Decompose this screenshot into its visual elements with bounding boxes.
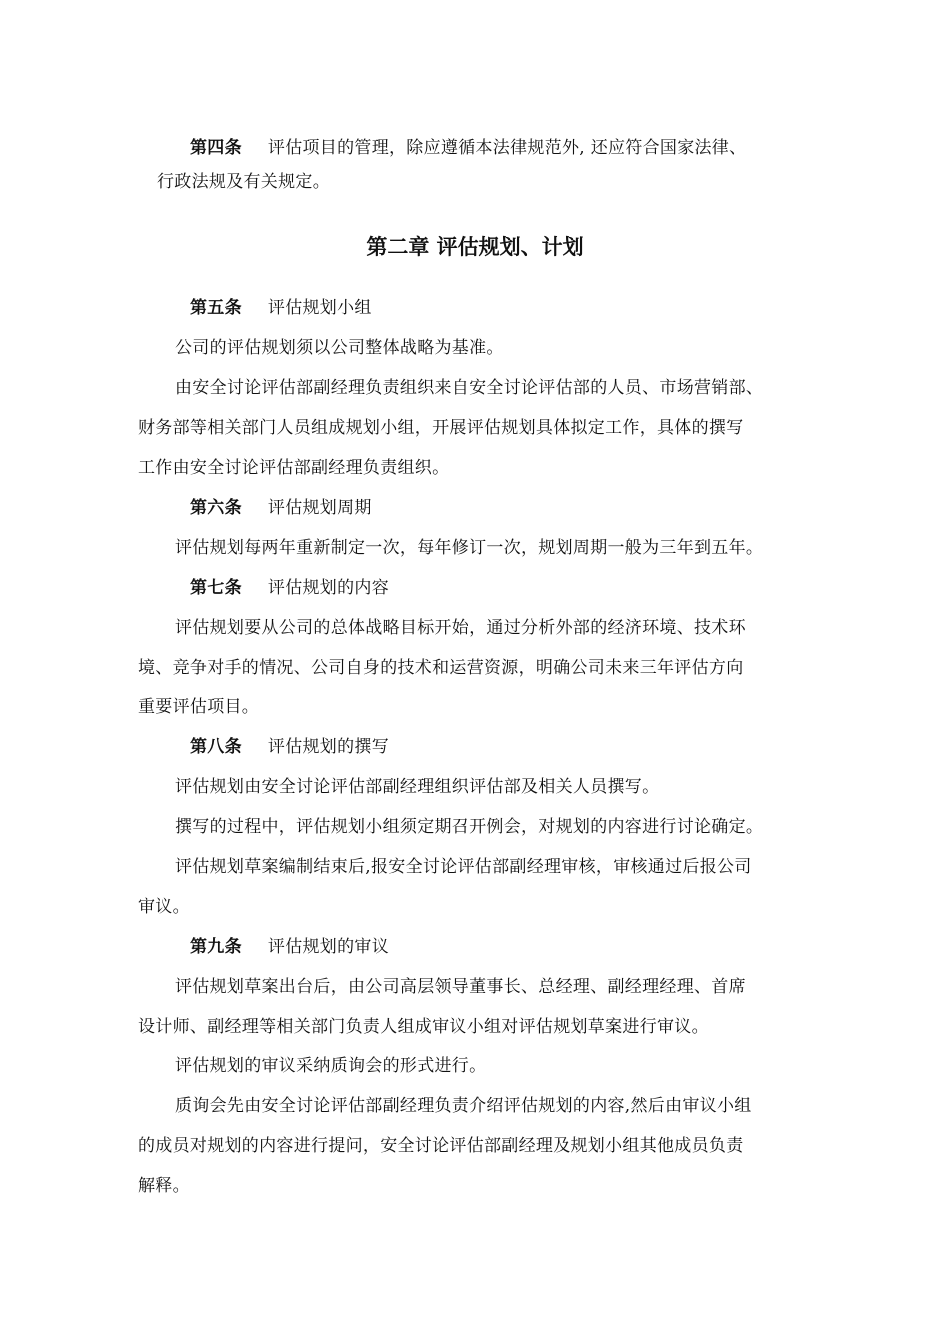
article-7-title: 评估规划的内容 (267, 578, 390, 598)
article-5-para-2-line-1: 由安全讨论评估部副经理负责组织来自安全讨论评估部的人员、市场营销部、 (175, 378, 764, 398)
article-8-para-1: 评估规划由安全讨论评估部副经理组织评估部及相关人员撰写。 (175, 777, 660, 797)
article-7-number: 第七条 (190, 578, 242, 598)
article-9-para-3-line-3: 解释。 (138, 1176, 190, 1196)
article-9-title: 评估规划的审议 (267, 937, 390, 957)
article-9-para-3-line-1: 质询会先由安全讨论评估部副经理负责介绍评估规划的内容,然后由审议小组 (175, 1096, 752, 1116)
article-9-heading (190, 935, 389, 959)
article-8-number: 第八条 (190, 737, 242, 757)
article-9-para-1-line-1: 评估规划草案出台后，由公司高层领导董事长、总经理、副经理经理、首席 (175, 977, 746, 997)
article-8-para-2: 撰写的过程中，评估规划小组须定期召开例会，对规划的内容进行讨论确定。 (175, 817, 764, 837)
article-5-para-1: 公司的评估规划须以公司整体战略为基准。 (175, 338, 504, 358)
article-5-para-2-line-3: 工作由安全讨论评估部副经理负责组织。 (138, 458, 450, 478)
article-4-line-1 (190, 136, 746, 160)
article-5-heading (190, 296, 372, 320)
article-9-para-1-line-2: 设计师、副经理等相关部门负责人组成审议小组对评估规划草案进行审议。 (138, 1017, 709, 1037)
chapter-2-heading: 第二章 评估规划、计划 (366, 235, 584, 259)
article-9-para-3-line-2: 的成员对规划的内容进行提问，安全讨论评估部副经理及规划小组其他成员负责 (138, 1136, 744, 1156)
article-9-number: 第九条 (190, 937, 242, 957)
article-7-heading (190, 576, 389, 600)
article-8-title: 评估规划的撰写 (267, 737, 390, 757)
article-4-text: 评估项目的管理，除应遵循本法律规范外, 还应符合国家法律、 (267, 138, 747, 158)
article-8-para-3-line-1: 评估规划草案编制结束后,报安全讨论评估部副经理审核，审核通过后报公司 (175, 857, 752, 877)
article-9-para-2: 评估规划的审议采纳质询会的形式进行。 (175, 1056, 487, 1076)
article-7-para-1-line-1: 评估规划要从公司的总体战略目标开始，通过分析外部的经济环境、技术环 (175, 618, 746, 638)
article-6-heading (190, 496, 372, 520)
article-6-title: 评估规划周期 (267, 498, 372, 518)
article-6-para-1: 评估规划每两年重新制定一次，每年修订一次，规划周期一般为三年到五年。 (175, 538, 764, 558)
article-7-para-1-line-2: 境、竞争对手的情况、公司自身的技术和运营资源，明确公司未来三年评估方向 (138, 658, 744, 678)
article-6-number: 第六条 (190, 498, 242, 518)
article-8-para-3-line-2: 审议。 (138, 897, 190, 917)
article-4-number: 第四条 (190, 138, 242, 158)
article-7-para-1-line-3: 重要评估项目。 (138, 697, 260, 717)
article-4-line-2: 行政法规及有关规定。 (157, 172, 330, 192)
article-5-title: 评估规划小组 (267, 298, 372, 318)
article-5-number: 第五条 (190, 298, 242, 318)
article-5-para-2-line-2: 财务部等相关部门人员组成规划小组，开展评估规划具体拟定工作，具体的撰写 (138, 418, 744, 438)
article-8-heading (190, 735, 389, 759)
